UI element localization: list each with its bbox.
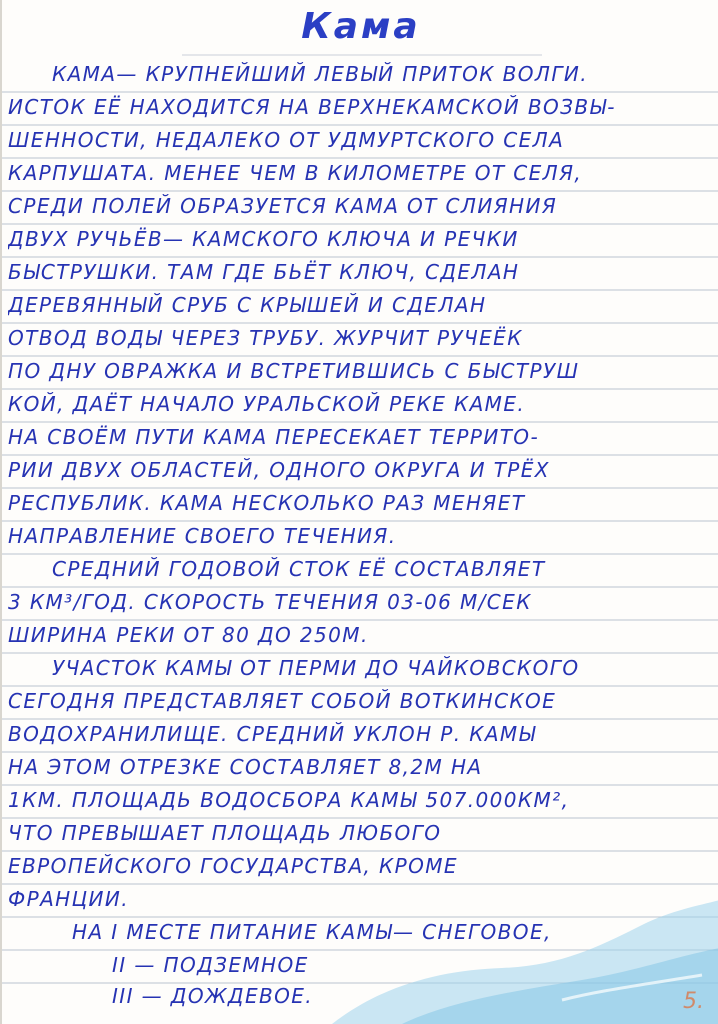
text-line: РЕСПУБЛИК. КАМА НЕСКОЛЬКО РАЗ МЕНЯЕТ [8, 491, 526, 515]
text-line: НА I МЕСТЕ ПИТАНИЕ КАМЫ— СНЕГОВОЕ, [72, 920, 552, 944]
text-line: КАРПУШАТА. МЕНЕЕ ЧЕМ В КИЛОМЕТРЕ ОТ СЕЛЯ, [8, 161, 583, 185]
text-line: ПО ДНУ ОВРАЖКА И ВСТРЕТИВШИСЬ С БЫСТРУШ [8, 359, 580, 383]
text-line: ДВУХ РУЧЬЁВ— КАМСКОГО КЛЮЧА И РЕЧКИ [8, 227, 519, 251]
page-title: Кама [301, 6, 421, 47]
text-line: II — ПОДЗЕМНОЕ [112, 953, 309, 977]
text-line: ОТВОД ВОДЫ ЧЕРЕЗ ТРУБУ. ЖУРЧИТ РУЧЕЁК [8, 326, 523, 350]
text-line: ШИРИНА РЕКИ ОТ 80 ДО 250М. [8, 623, 369, 647]
text-line: ДЕРЕВЯННЫЙ СРУБ С КРЫШЕЙ И СДЕЛАН [8, 293, 487, 317]
text-line: КАМА— КРУПНЕЙШИЙ ЛЕВЫЙ ПРИТОК ВОЛГИ. [52, 62, 588, 86]
text-line: 1КМ. ПЛОЩАДЬ ВОДОСБОРА КАМЫ 507.000КМ², [8, 788, 570, 812]
text-line: УЧАСТОК КАМЫ ОТ ПЕРМИ ДО ЧАЙКОВСКОГО [52, 656, 580, 680]
text-line: РИИ ДВУХ ОБЛАСТЕЙ, ОДНОГО ОКРУГА И ТРЁХ [8, 458, 550, 482]
text-line: СРЕДНИЙ ГОДОВОЙ СТОК ЕЁ СОСТАВЛЯЕТ [52, 557, 546, 581]
text-line: ВОДОХРАНИЛИЩЕ. СРЕДНИЙ УКЛОН Р. КАМЫ [8, 722, 537, 746]
page-number: 5. [683, 989, 704, 1014]
text-line: ЕВРОПЕЙСКОГО ГОСУДАРСТВА, КРОМЕ [8, 854, 458, 878]
text-line: НАПРАВЛЕНИЕ СВОЕГО ТЕЧЕНИЯ. [8, 524, 397, 548]
text-line: ИСТОК ЕЁ НАХОДИТСЯ НА ВЕРХНЕКАМСКОЙ ВОЗВЫ- [8, 95, 616, 119]
text-line: НА СВОЁМ ПУТИ КАМА ПЕРЕСЕКАЕТ ТЕРРИТО- [8, 425, 540, 449]
text-line: III — ДОЖДЕВОЕ. [112, 984, 314, 1008]
text-line: 3 КМ³/ГОД. СКОРОСТЬ ТЕЧЕНИЯ 03-06 М/СЕК [8, 590, 532, 614]
text-line: КОЙ, ДАЁТ НАЧАЛО УРАЛЬСКОЙ РЕКЕ КАМЕ. [8, 392, 526, 416]
text-line: БЫСТРУШКИ. ТАМ ГДЕ БЬЁТ КЛЮЧ, СДЕЛАН [8, 260, 520, 284]
text-line: НА ЭТОМ ОТРЕЗКЕ СОСТАВЛЯЕТ 8,2М НА [8, 755, 483, 779]
text-line: ЧТО ПРЕВЫШАЕТ ПЛОЩАДЬ ЛЮБОГО [8, 821, 442, 845]
text-line: СРЕДИ ПОЛЕЙ ОБРАЗУЕТСЯ КАМА ОТ СЛИЯНИЯ [8, 194, 558, 218]
text-line: ФРАНЦИИ. [8, 887, 130, 911]
text-line: ШЕННОСТИ, НЕДАЛЕКО ОТ УДМУРТСКОГО СЕЛА [8, 128, 565, 152]
text-line: СЕГОДНЯ ПРЕДСТАВЛЯЕТ СОБОЙ ВОТКИНСКОЕ [8, 689, 557, 713]
